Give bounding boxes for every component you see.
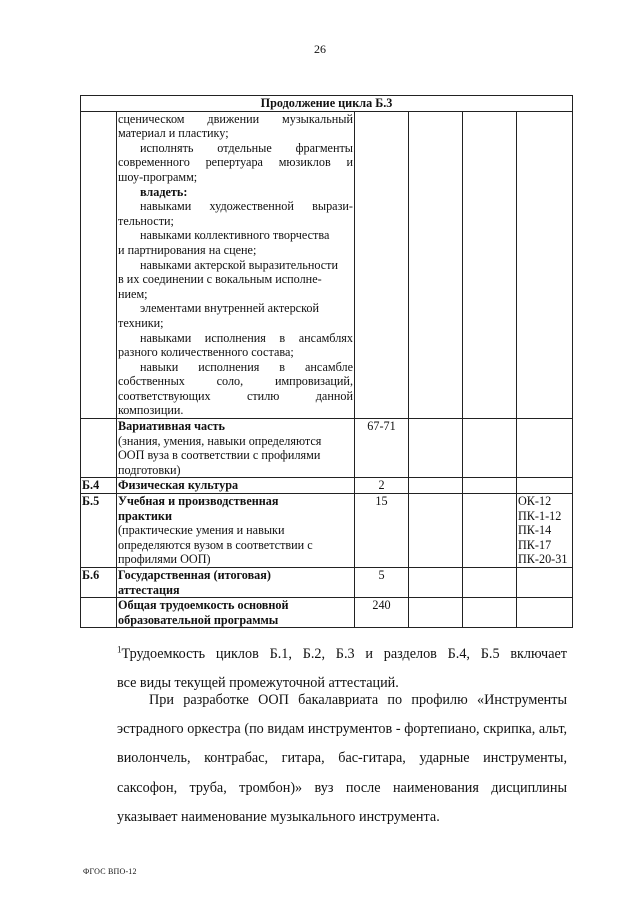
empty-cell: [409, 568, 463, 598]
empty-cell: [463, 478, 517, 494]
table-row: [81, 494, 573, 568]
competency-text-line: навыками исполнения в ансамблях: [140, 330, 353, 345]
code-cell: [81, 419, 117, 478]
competencies-cell: [517, 494, 573, 568]
table-row: [81, 419, 573, 478]
discipline-name: Физическая культура: [117, 478, 355, 494]
empty-cell: [517, 598, 573, 628]
discipline-name-line: практики: [118, 508, 172, 523]
empty-cell: [409, 111, 463, 418]
credits-value: 15: [355, 494, 409, 568]
competency-text-line: владеть:: [140, 184, 188, 199]
empty-cell: [409, 494, 463, 568]
variative-cell: [117, 419, 355, 478]
competency-text-line: тельности;: [118, 213, 174, 228]
paragraph-line: саксофон, труба, тромбон)» вуз после наименования дисциплины: [117, 779, 567, 796]
page-number: 26: [314, 42, 326, 56]
total-name-line: Общая трудоемкость основной: [118, 598, 289, 613]
competency-code: ПК-20-31: [518, 552, 568, 567]
empty-cell: [409, 478, 463, 494]
total-value: 240: [355, 598, 409, 628]
competency-text-line: соответствующих стилю данной: [118, 388, 353, 403]
value-cell: [355, 111, 409, 418]
footnote-marker: 1: [117, 644, 122, 655]
code-cell: [81, 598, 117, 628]
credits-value: 5: [355, 568, 409, 598]
paragraph-line: эстрадного оркестра (по видам инструментов - фортепиано, скрипка, альт,: [117, 721, 567, 738]
competency-text-line: шоу-программ;: [118, 169, 198, 184]
empty-cell: [517, 568, 573, 598]
competency-text-line: навыками коллективного творчества: [140, 228, 330, 243]
discipline-desc-line: определяются вузом в соответствии с: [118, 537, 313, 552]
competency-text-line: навыками художественной вырази-: [140, 199, 353, 214]
body-paragraph: [117, 686, 567, 832]
competency-text-line: композиции.: [118, 403, 184, 418]
paragraph-line: указывает наименование музыкального инструмента.: [117, 808, 440, 825]
discipline-cell: [117, 568, 355, 598]
competency-text-line: в их соединении с вокальным исполне-: [118, 272, 322, 287]
total-name-line: образовательной программы: [118, 612, 279, 627]
empty-cell: [463, 568, 517, 598]
competency-code: ПК-1-12: [518, 508, 562, 523]
table-row: [81, 598, 573, 628]
footnote-line: [117, 640, 567, 669]
credits-value: 2: [355, 478, 409, 494]
competency-text-line: исполнять отдельные фрагменты: [140, 140, 353, 155]
competency-code: ПК-14: [518, 523, 552, 538]
competency-text-line: техники;: [118, 315, 164, 330]
continuation-title: Продолжение цикла Б.3: [81, 96, 573, 112]
competency-text-line: сценическом движении музыкальный: [118, 111, 353, 126]
variative-title: Вариативная часть: [118, 419, 225, 434]
paragraph-line: При разработке ООП бакалавриата по профилю «Инструменты: [149, 692, 567, 708]
code-cell: Б.6: [81, 568, 117, 598]
empty-cell: [409, 598, 463, 628]
discipline-cell: [117, 494, 355, 568]
competency-text-line: навыками актерской выразительности: [140, 257, 339, 272]
empty-cell: [463, 494, 517, 568]
empty-cell: [463, 111, 517, 418]
code-cell: Б.4: [81, 478, 117, 494]
discipline-desc-line: (практические умения и навыки: [118, 523, 285, 538]
paragraph-line: виолончель, контрабас, гитара, бас-гитара, ударные инструменты,: [117, 750, 567, 767]
competency-text-line: нием;: [118, 286, 148, 301]
competency-text-line: элементами внутренней актерской: [140, 301, 320, 316]
variative-value: 67-71: [355, 419, 409, 478]
table-header-row: [81, 96, 573, 112]
empty-cell: [463, 598, 517, 628]
competency-text-line: навыки исполнения в ансамбле: [140, 359, 353, 374]
variative-desc-line: подготовки): [118, 462, 181, 477]
total-cell: [117, 598, 355, 628]
competency-code: ПК-17: [518, 537, 552, 552]
competency-text-line: современного репертуара мюзиклов и: [118, 155, 353, 170]
competency-code: ОК-12: [518, 494, 552, 509]
footnote-text: Трудоемкость циклов Б.1, Б.2, Б.3 и разделов Б.4, Б.5 включает: [121, 646, 567, 662]
code-cell: [81, 111, 117, 418]
code-cell: Б.5: [81, 494, 117, 568]
variative-desc-line: ООП вуза в соответствии с профилями: [118, 448, 321, 463]
competency-text-line: материал и пластику;: [118, 126, 229, 141]
competency-text-line: собственных соло, импровизаций,: [118, 374, 353, 389]
competencies-cell: [517, 111, 573, 418]
curriculum-table: [80, 95, 573, 628]
table-row: [81, 478, 573, 494]
table-row: [81, 111, 573, 418]
document-footer: ФГОС ВПО-12: [83, 867, 137, 876]
empty-cell: [409, 419, 463, 478]
footnote-line: все виды текущей промежуточной аттестаций.: [117, 675, 399, 691]
empty-cell: [463, 419, 517, 478]
competency-description-cell: [117, 111, 355, 418]
discipline-name-line: Государственная (итоговая): [118, 568, 271, 582]
variative-desc-line: (знания, умения, навыки определяются: [118, 433, 322, 448]
discipline-desc-line: профилями ООП): [118, 552, 211, 567]
competency-text-line: разного количественного состава;: [118, 345, 294, 360]
discipline-name-line: аттестация: [118, 582, 180, 597]
table-row: [81, 568, 573, 598]
empty-cell: [517, 478, 573, 494]
discipline-name-line: Учебная и производственная: [118, 494, 279, 509]
empty-cell: [517, 419, 573, 478]
competency-text-line: и партнирования на сцене;: [118, 242, 257, 257]
